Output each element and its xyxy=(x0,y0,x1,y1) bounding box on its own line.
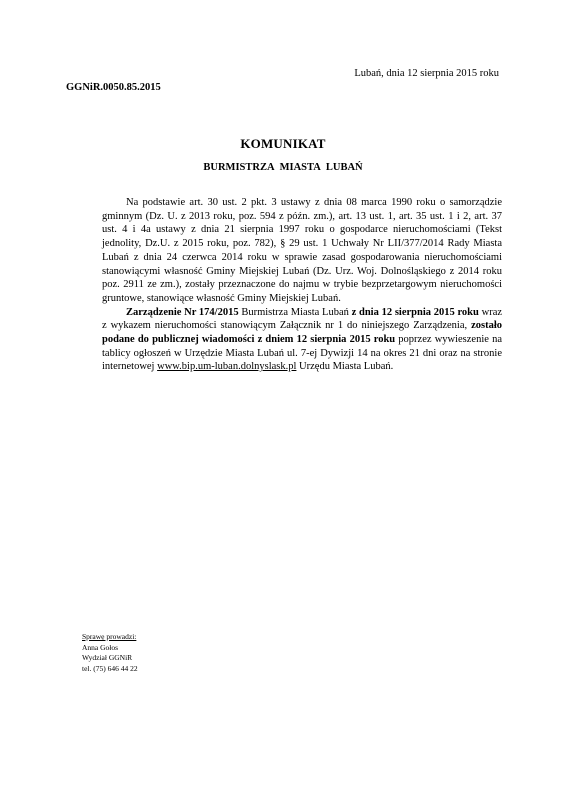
paragraph-text-c: poprzez wywieszenie na tablicy ogłoszeń w Urzędzie Miasta Lubań ul. 7-ej Dywizji 14 na okres 21 dni oraz na stronie internetowej xyxy=(102,334,502,373)
place-date: Lubań, dnia 12 sierpnia 2015 roku xyxy=(354,68,499,79)
document-body xyxy=(102,196,502,374)
document-title: KOMUNIKAT xyxy=(240,136,326,151)
paragraph-text-d: Urzędu Miasta Lubań. xyxy=(296,361,394,373)
paragraph-announcement xyxy=(102,306,502,375)
order-number: Zarządzenie Nr 174/2015 xyxy=(126,306,239,318)
contact-block xyxy=(82,632,138,674)
reference-number: GGNiR.0050.85.2015 xyxy=(66,82,161,93)
contact-name: Anna Gołos xyxy=(82,642,119,652)
paragraph-text-a: Burmistrza Miasta Lubań xyxy=(238,306,352,318)
document-subtitle: BURMISTRZA MIASTA LUBAŃ xyxy=(203,162,363,173)
contact-department: Wydział GGNiR xyxy=(82,653,133,662)
paragraph-legal-basis: Na podstawie art. 30 ust. 2 pkt. 3 ustawy z dnia 08 marca 1990 roku o samorządzie gminnym (Dz. U. z 2013 roku, poz. 594 z późn. zm.), art. 13 ust. 1, art. 35 ust. 1 i 2, art. 37 ust. 4 i 4a ustawy z dnia 21 sierpnia 1997 roku o gospodarce nieruchomościami (Tekst jednolity, Dz.U. z 2015 roku, poz. 782), § 29 ust. 1 Uchwały Nr LII/377/2014 Rady Miasta Lubań z dnia 24 czerwca 2014 roku w sprawie zasad gospodarowania nieruchomościami stanowiącymi własność Gminy Miejskiej Lubań (Dz. Urz. Woj. Dolnośląskiego z 2014 roku poz. 2911 ze zm.), zostały przeznaczone do najmu w trybie bezprzetargowym nieruchomości gruntowe, stanowiące własność Gminy Miejskiej Lubań. xyxy=(102,197,502,304)
order-date: z dnia 12 sierpnia 2015 roku xyxy=(351,306,479,318)
contact-phone: tel. (75) 646 44 22 xyxy=(82,663,138,673)
contact-heading: Sprawę prowadzi: xyxy=(82,632,137,641)
bip-website-link[interactable]: www.bip.um-luban.dolnyslask.pl xyxy=(157,361,297,373)
announcement-date: zostało podane do publicznej wiadomości z dniem 12 sierpnia 2015 roku xyxy=(102,320,502,346)
paragraph-text-b: wraz z wykazem nieruchomości stanowiącym Załącznik nr 1 do niniejszego Zarządzenia, xyxy=(102,306,503,332)
